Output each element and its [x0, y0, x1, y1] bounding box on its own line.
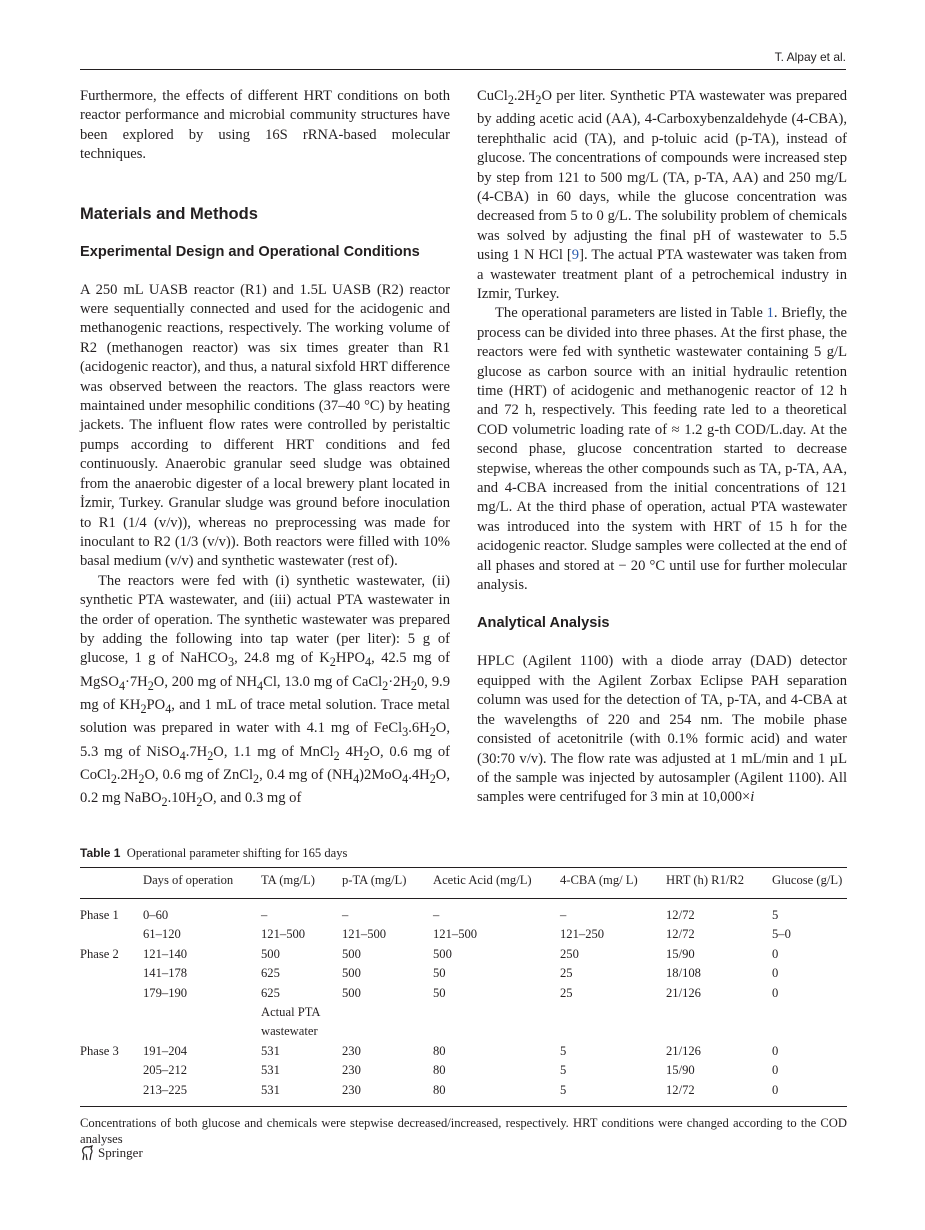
table-cell: 191–204 — [143, 1043, 188, 1058]
table-cell: 0 — [772, 1063, 779, 1078]
right-column — [477, 87, 847, 808]
table-row — [80, 945, 847, 964]
table-cell: 5 — [560, 1063, 567, 1078]
table-cell: 0–60 — [143, 908, 169, 922]
table-cell: 50 — [433, 966, 446, 981]
table-footnote: Concentrations of both glucose and chemicals were stepwise decreased/increased, respectively. HRT conditions were changed according to the COD analyses — [80, 1116, 847, 1147]
cucl-continuation-paragraph: $CuCl_2.2H_2O$ per liter. Synthetic PTA wastewater was prepared by adding acetic acid (AA), 4-Carboxybenzaldehyde (4-CBA), terephthalic acid (TA), and p-toluic acid (p-TA), instead of glucose. The concentrations of compounds were increased step by step from 121 to 500 mg/L (TA, p-TA, AA) and 250 mg/L (4-CBA) in 60 days, while the glucose concentration was decreased from 5 to 0 g/L. The solubility problem of chemicals was solved by adjusting the final pH of wastewater to 5.5 using 1 N HCl [9]. The actual PTA wastewater was taken from a wastewater treatment plant of a petrochemical industry in Izmir, Turkey. — [477, 88, 847, 302]
column-header: HRT (h) R1/R2 — [666, 868, 772, 899]
column-header: Days of operation — [143, 868, 261, 899]
table-cell — [80, 984, 143, 1003]
table-cell — [80, 925, 143, 944]
table-cell — [666, 1003, 772, 1042]
table-cell: 15/90 — [666, 946, 695, 961]
table-cell: 500 — [342, 985, 361, 1000]
table-cell: Actual PTA wastewater — [261, 1005, 320, 1039]
table-cell: 12/72 — [666, 927, 695, 942]
table-cell: 179–190 — [143, 985, 188, 1000]
table-cell: 141–178 — [143, 966, 188, 981]
table-cell: 15/90 — [666, 1063, 695, 1078]
table-row — [80, 1061, 847, 1080]
table-cell: – — [433, 908, 440, 922]
table-cell: 18/108 — [666, 966, 701, 981]
table-cell: – — [560, 908, 567, 922]
intro-paragraph: Furthermore, the effects of different HRT conditions on both reactor performance and microbial community structures have been explored by using 16S rRNA-based molecular techniques. — [80, 88, 450, 163]
table-cell: 121–500 — [433, 927, 478, 942]
column-header — [80, 868, 143, 899]
table-row — [80, 964, 847, 983]
table-cell: 205–212 — [143, 1063, 188, 1078]
table-row — [80, 984, 847, 1003]
table-cell: 21/126 — [666, 1043, 701, 1058]
table-cell: 12/72 — [666, 908, 695, 922]
table-cell: 25 — [560, 966, 573, 981]
table-cell: 213–225 — [143, 1081, 261, 1107]
table-cell: – — [342, 908, 349, 922]
feed-paragraph: The reactors were fed with (i) synthetic wastewater, (ii) synthetic PTA wastewater, and (iii) actual PTA wastewater in the order of operation. The synthetic wastewater was prepared by adding the following into tap water (per liter): 5 g of glucose, 1 g of NaHCO$_3$, 24.8 mg of $K_2HPO_4$, 42.5 mg of $MgSO_4\cdot 7H_2O$, 200 mg of $NH_4Cl$, 13.0 mg of $CaCl_2\cdot 2H_20$, 9.9 mg of $KH_2PO_4$, and 1 mL of trace metal solution. Trace metal solution was prepared in water with 4.1 mg of $FeCl_3.6H_2O$, 5.3 mg of $NiSO_4.7H_2O$, 1.1 mg of MnCl$_2$ $4H_2O$, 0.6 mg of $CoCl_2.2H_2O$, 0.6 mg of ZnCl$_2$, 0.4 mg of $(NH_4)2MoO_4.4H_2O$, 0.2 mg $NaBO_2.10H_2O$, and 0.3 mg of — [80, 572, 451, 810]
table-cell: 0 — [772, 985, 779, 1000]
table-cell: 80 — [433, 1081, 560, 1107]
table-cell: 230 — [342, 1063, 361, 1078]
table-cell: 625 — [261, 985, 280, 1000]
header-rule — [80, 69, 846, 70]
table-cell: 0 — [772, 966, 779, 981]
table-cell — [560, 1003, 666, 1042]
table-row — [80, 899, 847, 926]
parameters-table — [80, 867, 847, 1107]
table-cell: 5–0 — [772, 927, 791, 942]
table-cell: 230 — [342, 1081, 433, 1107]
column-header: Glucose (g/L) — [772, 868, 847, 899]
table-cell: 121–140 — [143, 946, 188, 961]
table-cell: 61–120 — [143, 927, 181, 942]
subsection-analytical-analysis: Analytical Analysis — [477, 615, 610, 632]
table-cell: 121–500 — [342, 927, 387, 942]
table-cell: 500 — [342, 966, 361, 981]
table-cell: 500 — [261, 946, 280, 961]
table-cell — [342, 1003, 433, 1042]
table-cell: 50 — [433, 985, 446, 1000]
table-cell — [80, 964, 143, 983]
table-label: Table 1 — [80, 846, 121, 860]
column-header: Acetic Acid (mg/L) — [433, 868, 560, 899]
table-cell: 625 — [261, 966, 280, 981]
table-cell: 5 — [560, 1043, 567, 1058]
publisher-name: Springer — [98, 1145, 143, 1160]
table-cell: 121–500 — [261, 927, 306, 942]
column-header: p-TA (mg/L) — [342, 868, 433, 899]
table-cell: 500 — [342, 946, 361, 961]
table-row — [80, 1042, 847, 1061]
left-column — [80, 87, 450, 813]
table-cell: Phase 3 — [80, 1043, 119, 1058]
table-cell: Phase 1 — [80, 908, 119, 922]
table-cell: 5 — [772, 908, 779, 922]
table-cell: 21/126 — [666, 985, 701, 1000]
table-cell — [80, 1061, 143, 1080]
table-1 — [80, 845, 847, 1147]
table-cell: 0 — [772, 946, 779, 961]
operational-parameters-paragraph: The operational parameters are listed in Table 1. Briefly, the process can be divided into three phases. At the first phase, the reactors were fed with synthetic wastewater containing 5 g/L glucose as carbon source with an initial hydraulic retention time (HRT) of acidogenic and methanogenic reactor of 12 h and 72 h, respectively. This feeding rate led to a theoretical COD volumetric loading rate of ≈ 1.2 g-th COD/L.day. At the second phase, glucose concentration started to decrease stepwise, whereas the other compounds such as TA, p-TA, AA, and 4-CBA increased from the initial concentrations of 121 mg/L. At the third phase of operation, actual PTA wastewater was introduced into the system with HRT of 15 h for the acidogenic reactor. Sludge samples were collected at the end of all phases and stored at − 20 °C until use for further molecular analysis. — [477, 305, 848, 594]
column-header: 4-CBA (mg/ L) — [560, 868, 666, 899]
table-row — [80, 925, 847, 944]
table-cell: 250 — [560, 946, 579, 961]
table-cell: 531 — [261, 1063, 280, 1078]
column-header: TA (mg/L) — [261, 868, 342, 899]
table-caption — [80, 845, 847, 861]
table-cell: 5 — [560, 1081, 666, 1107]
table-cell: 80 — [433, 1043, 446, 1058]
table-cell: 0 — [772, 1081, 847, 1107]
table-cell — [80, 1003, 143, 1042]
table-cell: 230 — [342, 1043, 361, 1058]
running-head: T. Alpay et al. — [774, 50, 846, 64]
hplc-paragraph: HPLC (Agilent 1100) with a diode array (DAD) detector equipped with the Agilent Zorbax Eclipse PAH separation column was used for the detection of TA, p-TA, and 4-CBA at the wavelengths of 220 and 254 nm. The mobile phase consisted of acetonitrile (with 0.1% formic acid) and water (30:70 v/v). The flow rate was adjusted at 1 mL/min and 1 µL of the sample was injected by autosampler (Agilent 1100). All samples were centrifuged for 3 min at 10,000×i — [477, 653, 847, 806]
springer-horse-icon — [80, 1145, 94, 1161]
table-cell: 121–250 — [560, 927, 605, 942]
table-cell — [772, 1003, 847, 1042]
table-cell — [80, 1081, 143, 1107]
footer — [80, 1145, 143, 1161]
table-cell: – — [261, 908, 268, 922]
table-cell: 531 — [261, 1043, 280, 1058]
section-title: Materials and Methods — [80, 204, 258, 223]
table-cell: 500 — [433, 946, 452, 961]
table-cell: Phase 2 — [80, 946, 119, 961]
subsection-experimental-design: Experimental Design and Operational Conditions — [80, 243, 420, 260]
table-cell: 0 — [772, 1043, 779, 1058]
table-cell: 80 — [433, 1063, 446, 1078]
table-cell: 531 — [261, 1081, 342, 1107]
table-caption-text: Operational parameter shifting for 165 days — [126, 846, 348, 860]
table-cell — [433, 1003, 560, 1042]
table-cell: 25 — [560, 985, 573, 1000]
table-1-link[interactable]: 1 — [766, 305, 774, 322]
table-row — [80, 1003, 847, 1042]
table-row — [80, 1081, 847, 1107]
table-cell: 12/72 — [666, 1081, 772, 1107]
table-header-row — [80, 868, 847, 899]
experimental-design-paragraph: A 250 mL UASB reactor (R1) and 1.5L UASB (R2) reactor were sequentially connected and used for the acidogenic and methanogenic reactions, respectively. The working volume of R2 (methanogen reactor) was six times greater than R1 (acidogenic reactor), and thus, a natural sixfold HRT difference was observed between the reactors. The glass reactors were maintained under mesophilic conditions (37–40 °C) by heating jackets. The influent flow rates were controlled by peristaltic pumps according to different HRT conditions and fed continuously. Anaerobic granular seed sludge was obtained from the anaerobic digester of a local brewery plant located in İzmir, Turkey. Granular sludge was ground before inoculation to R1 (1/4 (v/v)), whereas no preprocessing was made for inoculant to R2 (1/3 (v/v)). Both reactors were filled with 10% basal medium (v/v) and synthetic wastewater (rest of). — [80, 281, 450, 570]
table-cell — [143, 1003, 261, 1042]
